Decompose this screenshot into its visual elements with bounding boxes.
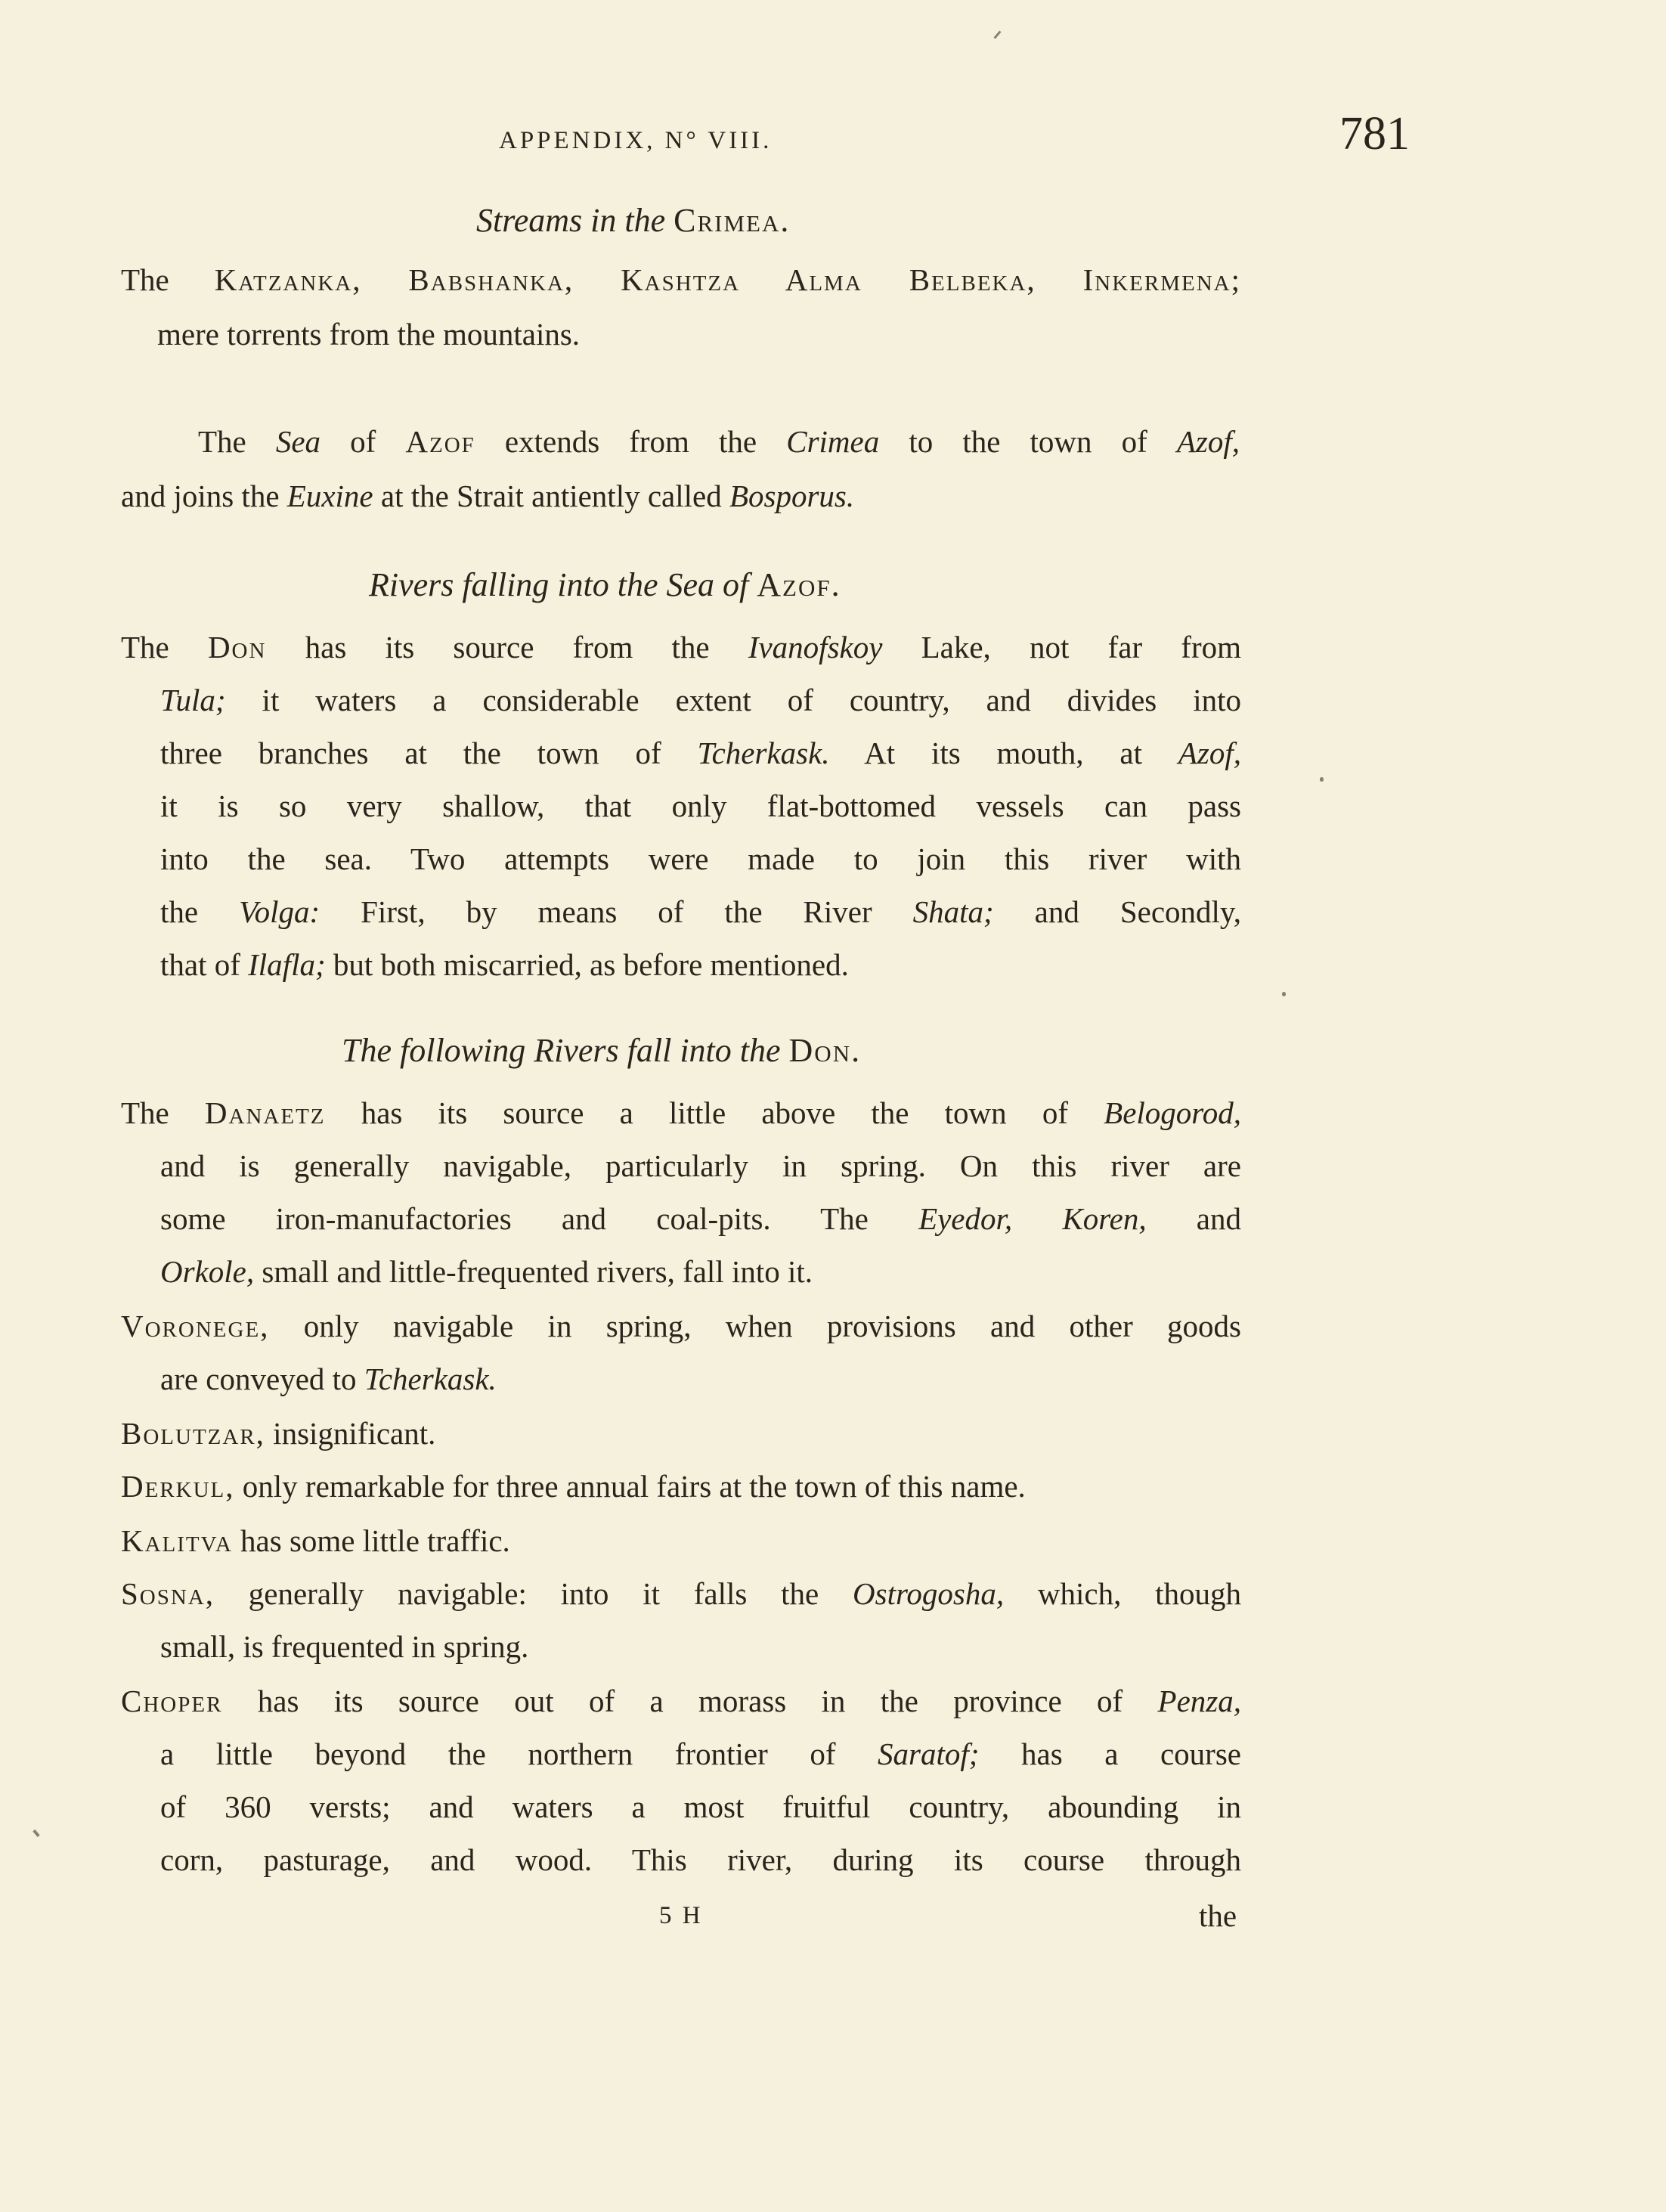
- text-line: [160, 1361, 497, 1397]
- text-line: [160, 788, 1241, 824]
- italic-term: Belogorod,: [1104, 1095, 1241, 1130]
- text-line: [160, 735, 1241, 771]
- smallcaps-name: Kalitva: [121, 1523, 233, 1558]
- text-line: [121, 1308, 1241, 1344]
- text-run: it is so very shallow, that only flat-bottomed vessels can pass: [160, 788, 1241, 823]
- italic-term: Crimea: [786, 424, 880, 459]
- smallcaps-name: Sosna,: [121, 1576, 215, 1611]
- text-run: generally navigable: into it falls the: [215, 1576, 853, 1611]
- text-run: has its source out of a morass in the province of: [222, 1684, 1158, 1718]
- text-run: which, though: [1004, 1576, 1241, 1611]
- scan-speck: [1320, 777, 1324, 782]
- italic-term: Bosporus.: [729, 479, 855, 513]
- smallcaps-name: Choper: [121, 1684, 223, 1718]
- text-run: three branches at the town of: [160, 736, 698, 770]
- smallcaps-name: Azof: [405, 424, 475, 459]
- text-run: of: [321, 424, 406, 459]
- text-run: only navigable in spring, when provisions and other goods: [269, 1309, 1241, 1343]
- text-run: ;: [1231, 262, 1240, 297]
- text-run: has some little traffic.: [232, 1523, 510, 1558]
- scan-speck: [33, 1829, 39, 1837]
- text-run: but both miscarried, as before mentioned.: [325, 947, 849, 982]
- italic-term: Ostrogosha,: [853, 1576, 1005, 1611]
- text-line: [160, 946, 849, 983]
- italic-term: Orkole,: [160, 1254, 255, 1289]
- text-run: The: [121, 262, 215, 297]
- text-run: to the town of: [879, 424, 1177, 459]
- italic-term: Azof,: [1176, 424, 1240, 459]
- italic-term: Volga:: [239, 894, 321, 929]
- text-run: At its mouth, at: [829, 736, 1178, 770]
- text-run: The: [121, 1095, 205, 1130]
- text-line: [121, 1683, 1241, 1719]
- text-line: [160, 841, 1241, 877]
- italic-term: Ilafla;: [248, 947, 326, 982]
- text-run: has its source a little above the town of: [325, 1095, 1104, 1130]
- text-run: small, is frequented in spring.: [160, 1629, 529, 1664]
- heading-place: Don.: [788, 1032, 862, 1069]
- italic-term: Ivanofskoy: [748, 630, 883, 665]
- text-line: [160, 1789, 1241, 1825]
- scan-speck: [993, 30, 1001, 39]
- text-line: [121, 262, 1240, 298]
- text-line: [121, 1523, 510, 1559]
- text-run: the: [160, 894, 240, 929]
- text-run: First, by means of the River: [320, 894, 913, 929]
- text-run: of 360 versts; and waters a most fruitful country, abounding in: [160, 1789, 1241, 1824]
- text-run: The: [121, 630, 208, 665]
- heading-text: Rivers falling into the Sea of: [369, 566, 749, 603]
- italic-term: Euxine: [286, 479, 373, 513]
- text-run: a little beyond the northern frontier of: [160, 1736, 878, 1771]
- text-line: [198, 423, 1240, 460]
- italic-term: Saratof;: [878, 1736, 980, 1771]
- running-head: APPENDIX, N° VIII.: [499, 127, 773, 154]
- text-line: [121, 478, 854, 514]
- text-run: extends from the: [475, 424, 787, 459]
- italic-term: Tcherkask.: [697, 736, 830, 770]
- text-run: that of: [160, 947, 249, 982]
- italic-term: Tcherkask.: [364, 1362, 497, 1396]
- text-run: at the Strait antiently called: [373, 479, 729, 513]
- heading-place: Azof.: [757, 566, 841, 603]
- text-line: [121, 1575, 1241, 1612]
- heading-text: Streams in the: [476, 202, 666, 239]
- smallcaps-name: Voronege,: [121, 1309, 270, 1343]
- smallcaps-name: Derkul,: [121, 1469, 235, 1504]
- section-heading-azof: [369, 565, 841, 604]
- text-line: [121, 1095, 1241, 1131]
- text-run: and joins the: [121, 479, 287, 513]
- text-line: [160, 1842, 1241, 1878]
- text-run: are conveyed to: [160, 1362, 364, 1396]
- text-run: The: [198, 424, 276, 459]
- smallcaps-name: Danaetz: [204, 1095, 326, 1130]
- text-line: [160, 1736, 1241, 1772]
- text-run: and: [1146, 1201, 1241, 1236]
- italic-term: Penza,: [1157, 1684, 1241, 1718]
- text-line: [157, 316, 580, 352]
- text-run: some iron-manufactories and coal-pits. The: [160, 1201, 919, 1236]
- heading-text: The following Rivers fall into the: [342, 1032, 781, 1069]
- text-line: [160, 1148, 1241, 1184]
- text-line: [160, 682, 1241, 718]
- smallcaps-name: Bolutzar,: [121, 1416, 265, 1451]
- scan-speck: [1282, 992, 1286, 996]
- smallcaps-name: Katzanka, Babshanka, Kashtza Alma Belbeka, Inkermena: [214, 262, 1231, 297]
- signature-mark: 5 H: [659, 1902, 703, 1929]
- smallcaps-name: Don: [207, 630, 267, 665]
- italic-term: Eyedor, Koren,: [918, 1201, 1147, 1236]
- text-run: Lake, not far from: [882, 630, 1241, 665]
- section-heading-don: [342, 1031, 861, 1070]
- text-run: only remarkable for three annual fairs at the town of this name.: [234, 1469, 1026, 1504]
- text-run: it waters a considerable extent of country, and divides into: [225, 683, 1241, 717]
- text-line: [160, 1253, 813, 1290]
- text-line: [121, 1468, 1026, 1504]
- text-line: [160, 1200, 1241, 1237]
- heading-place: Crimea.: [674, 202, 791, 239]
- text-run: small and little-frequented rivers, fall into it.: [254, 1254, 813, 1289]
- text-run: into the sea. Two attempts were made to join this river with: [160, 841, 1241, 876]
- text-run: has a course: [979, 1736, 1241, 1771]
- section-heading-crimea: [476, 201, 790, 240]
- text-run: and Secondly,: [993, 894, 1241, 929]
- text-line: [160, 1628, 528, 1665]
- page-number: 781: [1339, 108, 1410, 160]
- italic-term: Shata;: [912, 894, 994, 929]
- text-line: [121, 629, 1241, 665]
- text-line: [160, 894, 1241, 930]
- text-run: insignificant.: [265, 1416, 436, 1451]
- italic-term: Sea: [275, 424, 321, 459]
- italic-term: Azof,: [1178, 736, 1241, 770]
- text-run: mere torrents from the mountains.: [157, 317, 581, 352]
- catchword: the: [1199, 1898, 1237, 1933]
- italic-term: Tula;: [160, 683, 226, 717]
- text-line: [121, 1415, 435, 1451]
- text-run: has its source from the: [266, 630, 748, 665]
- text-run: and is generally navigable, particularly in spring. On this river are: [160, 1148, 1241, 1183]
- text-run: corn, pasturage, and wood. This river, during its course through: [160, 1842, 1241, 1877]
